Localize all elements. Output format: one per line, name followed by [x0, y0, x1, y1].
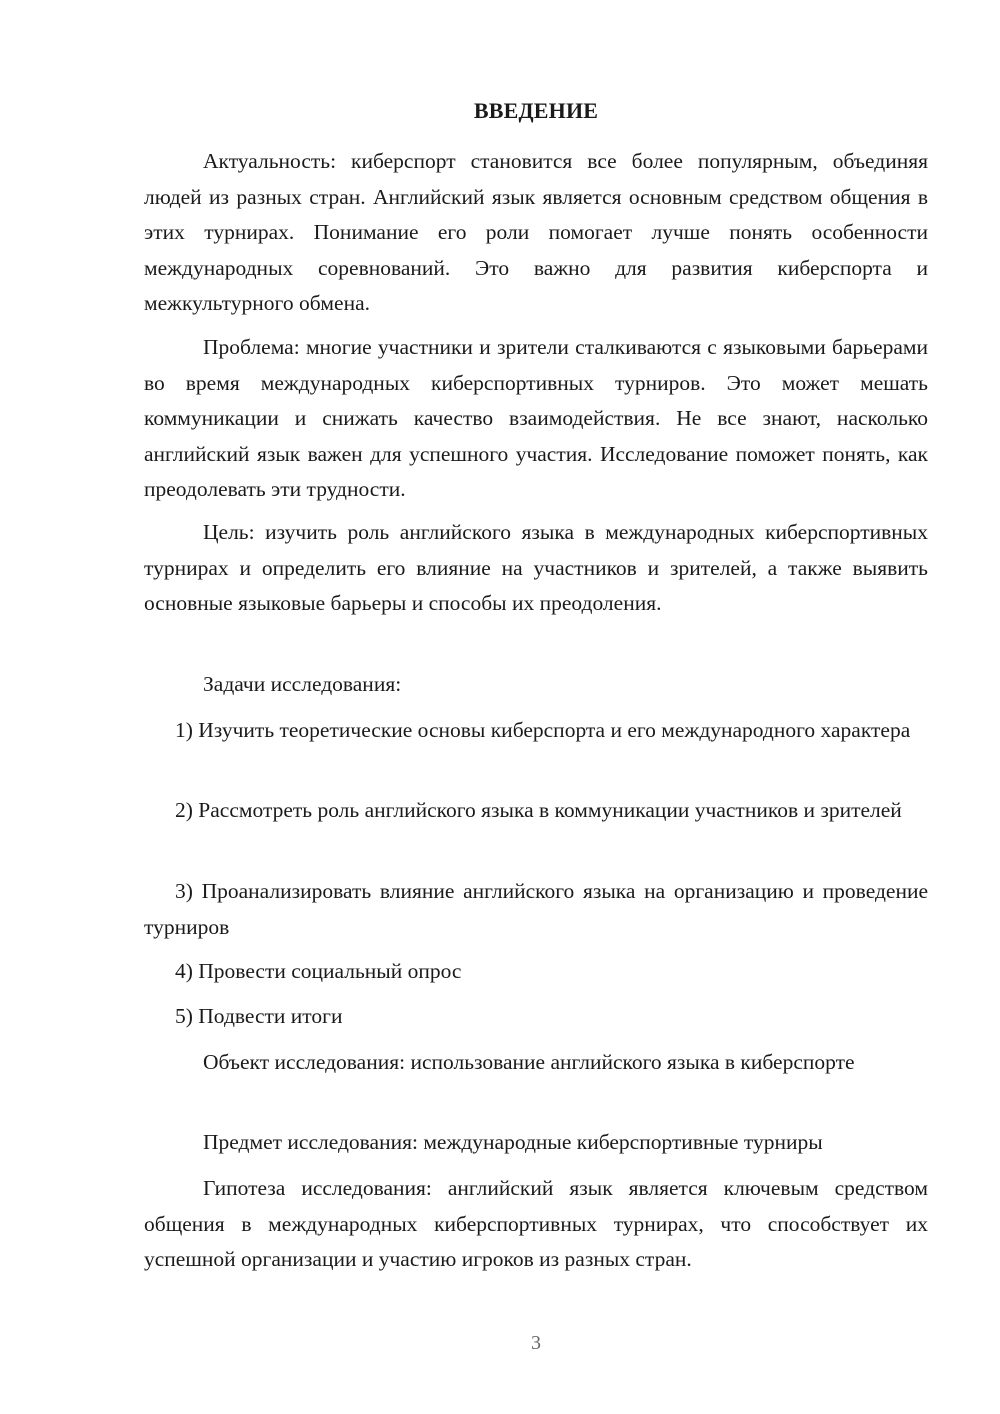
relevance-paragraph: Актуальность: киберспорт становится все более популярным, объединяя людей из разных стран. Английский язык является основным средством общения в этих турнирах. Понимание его роли помогает лучше понять особенности международных соревнований. Это важно для развития киберспорта и межкультурного обмена.	[144, 149, 928, 315]
task-item-1: 1) Изучить теоретические основы киберспорта и его международного характера	[175, 718, 911, 742]
subject-paragraph: Предмет исследования: международные киберспортивные турниры	[203, 1130, 823, 1154]
task-item-4: 4) Провести социальный опрос	[175, 959, 462, 983]
section-title: ВВЕДЕНИЕ	[473, 98, 599, 123]
problem-paragraph: Проблема: многие участники и зрители сталкиваются с языковыми барьерами во время международных киберспортивных турниров. Это может мешать коммуникации и снижать качество взаимодействия. Не все знают, насколько английский язык важен для успешного участия. Исследование поможет понять, как преодолевать эти трудности.	[144, 335, 928, 501]
task-item-2: 2) Рассмотреть роль английского языка в коммуникации участников и зрителей	[175, 798, 902, 822]
goal-paragraph: Цель: изучить роль английского языка в международных киберспортивных турнирах и определить его влияние на участников и зрителей, а также выявить основные языковые барьеры и способы их преодоления.	[144, 520, 928, 615]
page-number: 3	[531, 1332, 541, 1354]
tasks-heading: Задачи исследования:	[203, 672, 402, 696]
task-item-3: 3) Проанализировать влияние английского языка на организацию и проведение турниров	[144, 879, 928, 939]
object-paragraph: Объект исследования: использование английского языка в киберспорте	[203, 1050, 855, 1074]
task-item-5: 5) Подвести итоги	[175, 1004, 343, 1028]
hypothesis-paragraph: Гипотеза исследования: английский язык является ключевым средством общения в международных киберспортивных турнирах, что способствует их успешной организации и участию игроков из разных стран.	[144, 1176, 928, 1271]
